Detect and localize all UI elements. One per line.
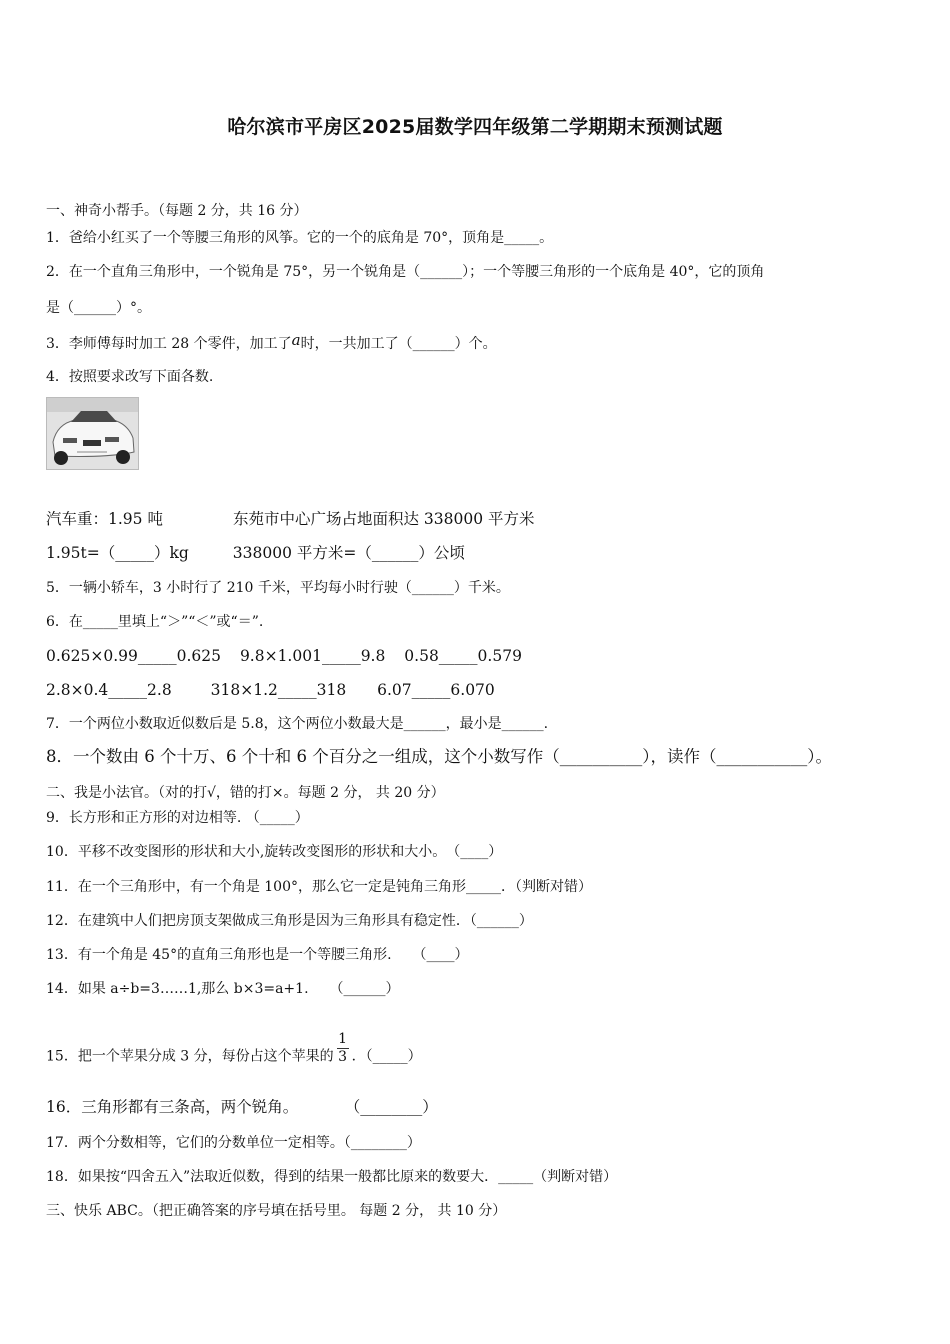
- compare-item: 0.625×0.99_____0.625: [46, 647, 221, 665]
- question-8: 8．一个数由 6 个十万、6 个十和 6 个百分之一组成，这个小数写作（__________），读作（___________）。: [46, 747, 832, 766]
- question-14: 14．如果 a÷b=3……1,那么 b×3=a+1. （______）: [46, 981, 400, 997]
- section-2-heading: 二、我是小法官。（对的打√，错的打×。每题 2 分， 共 20 分）: [46, 785, 445, 801]
- conversion-kg: 1.95t=（_____）kg: [46, 544, 189, 562]
- question-6: 6．在_____里填上“＞”“＜”或“＝”.: [46, 614, 264, 630]
- question-1: 1．爸给小红买了一个等腰三角形的风筝。它的一个的底角是 70°，顶角是_____。: [46, 230, 554, 246]
- question-3-text-after: 时，一共加工了（______）个。: [300, 336, 497, 352]
- question-2-line-1: 2．在一个直角三角形中，一个锐角是 75°，另一个锐角是（______）；一个等腰三角形的一个底角是 40°，它的顶角: [46, 264, 765, 280]
- question-5: 5．一辆小轿车，3 小时行了 210 千米，平均每小时行驶（______）千米。: [46, 580, 510, 596]
- fraction-denominator: 3: [338, 1049, 348, 1065]
- question-15-text-before: 15．把一个苹果分成 3 分，每份占这个苹果的: [46, 1048, 334, 1065]
- question-6-row-2: [46, 680, 495, 700]
- question-7: 7．一个两位小数取近似数后是 5.8，这个两位小数最大是______，最小是______.: [46, 716, 549, 732]
- compare-item: 9.8×1.001_____9.8: [239, 647, 386, 665]
- question-3-variable: a: [291, 331, 301, 349]
- question-12: 12．在建筑中人们把房顶支架做成三角形是因为三角形具有稳定性．（______）: [46, 913, 533, 929]
- question-18: 18．如果按“四舍五入”法取近似数，得到的结果一般都比原来的数要大．_____（判断对错）: [46, 1169, 618, 1185]
- question-15-text-after: ．（_____）: [351, 1048, 422, 1065]
- compare-item: 2.8×0.4_____2.8: [46, 681, 172, 699]
- compare-item: 6.07_____6.070: [377, 681, 495, 699]
- question-6-row-1: [46, 646, 522, 666]
- question-16: 16．三角形都有三条高，两个锐角。 （________）: [46, 1098, 438, 1116]
- fraction-numerator: 1: [338, 1031, 348, 1047]
- question-4-car-weight-area: [46, 509, 534, 529]
- fraction-one-third: [337, 1031, 349, 1066]
- question-17: 17．两个分数相等，它们的分数单位一定相等。（________）: [46, 1135, 421, 1151]
- section-1-heading: 一、神奇小帮手。（每题 2 分，共 16 分）: [46, 203, 308, 219]
- question-4-conversions: [46, 543, 465, 563]
- question-4: 4．按照要求改写下面各数.: [46, 369, 214, 385]
- car-weight-text: 汽车重：1.95 吨: [46, 510, 163, 528]
- question-3: [46, 333, 497, 354]
- section-3-heading: 三、快乐 ABC。（把正确答案的序号填在括号里。 每题 2 分， 共 10 分）: [46, 1203, 507, 1219]
- question-10: 10．平移不改变图形的形状和大小,旋转改变图形的形状和大小。 （____）: [46, 844, 503, 860]
- question-2-line-2: 是（______）°。: [46, 300, 151, 316]
- question-11: 11．在一个三角形中，有一个角是 100°，那么它一定是钝角三角形_____．（判断对错）: [46, 879, 592, 895]
- page-title: 哈尔滨市平房区2025届数学四年级第二学期期末预测试题: [227, 116, 723, 138]
- question-9: 9．长方形和正方形的对边相等. （_____）: [46, 810, 309, 826]
- question-15: [46, 1031, 422, 1074]
- square-area-text: 东苑市中心广场占地面积达 338000 平方米: [232, 510, 535, 528]
- car-image: [46, 397, 139, 470]
- question-13: 13．有一个角是 45°的直角三角形也是一个等腰三角形. （____）: [46, 947, 469, 963]
- compare-item: 318×1.2_____318: [210, 681, 347, 699]
- conversion-hectare: 338000 平方米=（______）公顷: [232, 544, 465, 562]
- compare-item: 0.58_____0.579: [404, 647, 522, 665]
- car-illustration: [47, 398, 138, 469]
- question-3-text-before: 3．李师傅每时加工 28 个零件，加工了: [46, 336, 292, 352]
